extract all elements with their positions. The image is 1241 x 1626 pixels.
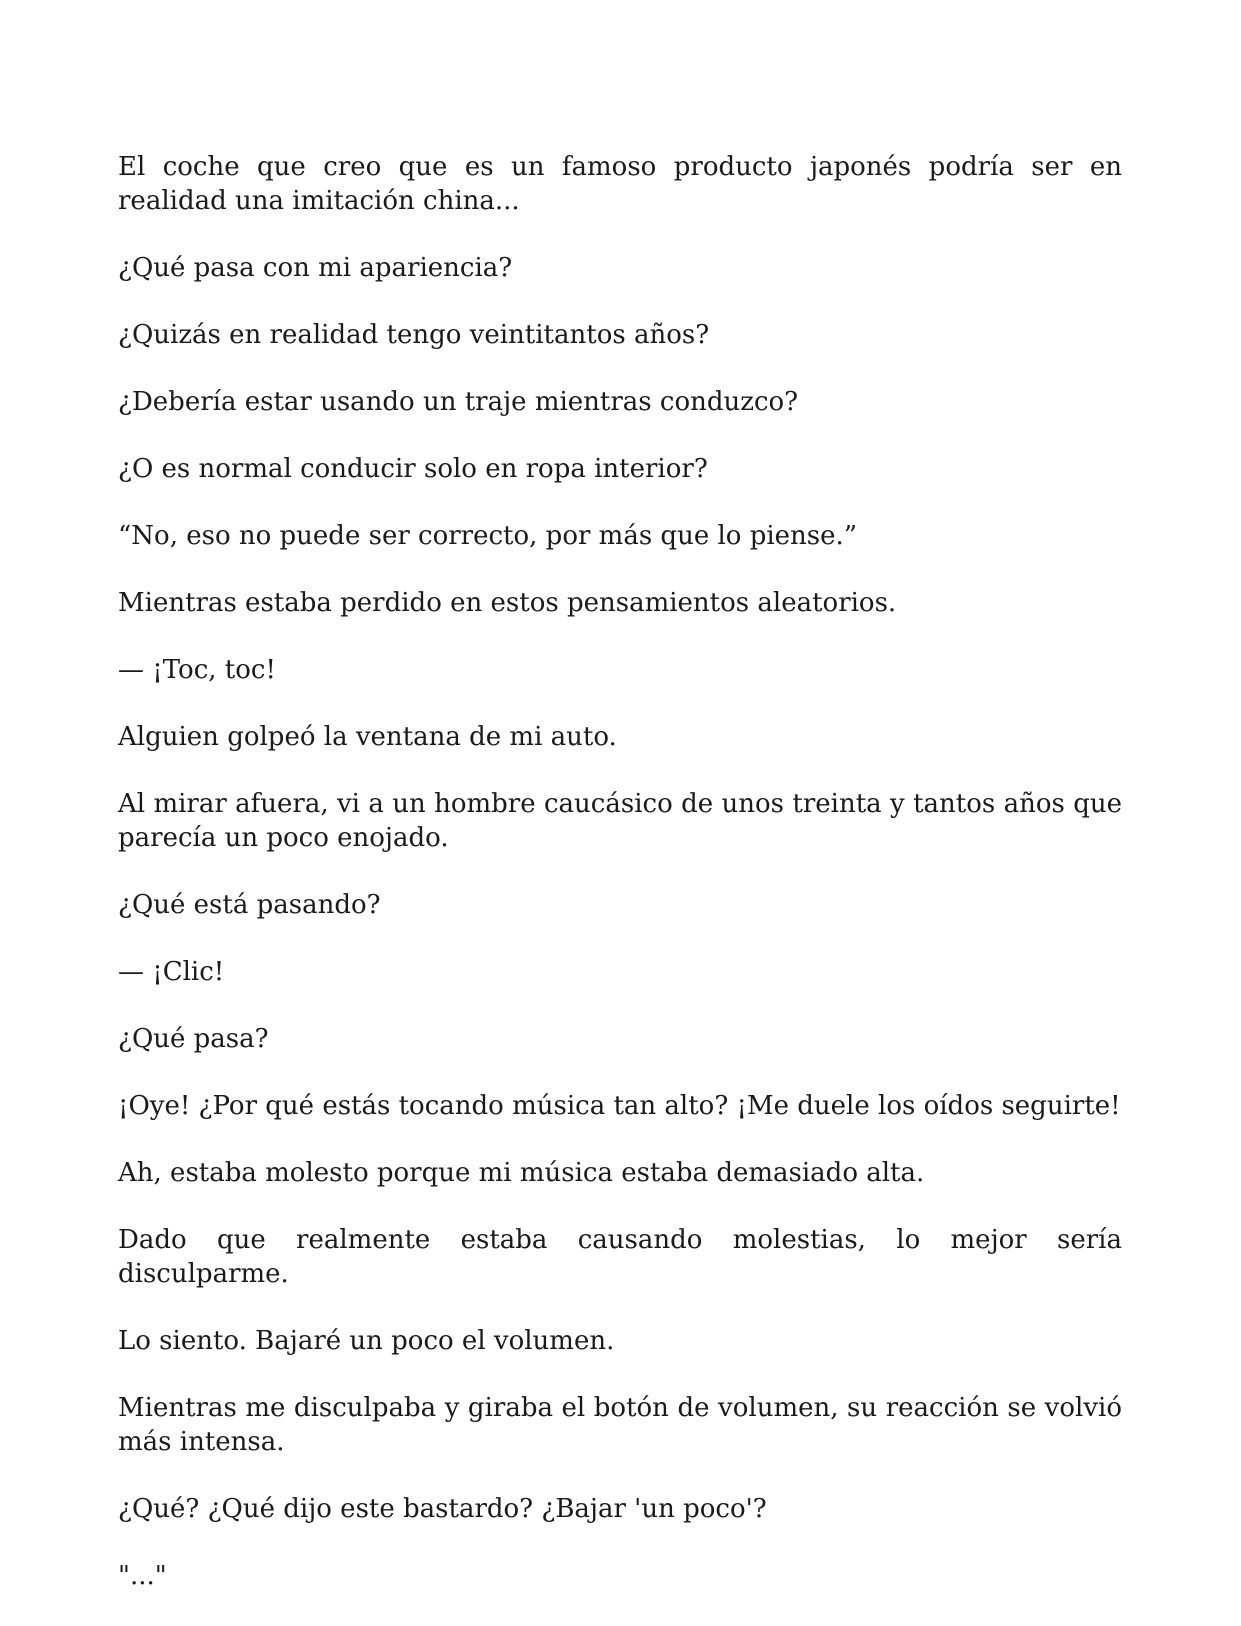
paragraph: ¿O es normal conducir solo en ropa interior? — [118, 454, 708, 484]
paragraph: — ¡Clic! — [118, 957, 225, 987]
paragraph: Mientras me disculpaba y giraba el botón de volumen, su reacción se volvió más intensa. — [118, 1393, 1122, 1457]
paragraph: ¿Qué? ¿Qué dijo este bastardo? ¿Bajar 'un poco'? — [118, 1494, 767, 1524]
paragraph: Ah, estaba molesto porque mi música estaba demasiado alta. — [118, 1158, 925, 1188]
paragraph: Al mirar afuera, vi a un hombre caucásico de unos treinta y tantos años que parecía un poco enojado. — [118, 789, 1122, 853]
paragraph: Mientras estaba perdido en estos pensamientos aleatorios. — [118, 588, 897, 618]
paragraph: ¿Qué pasa con mi apariencia? — [118, 253, 513, 283]
paragraph: ¿Qué pasa? — [118, 1024, 269, 1054]
paragraph: “No, eso no puede ser correcto, por más que lo piense.” — [118, 521, 858, 551]
paragraph: ¿Qué está pasando? — [118, 890, 381, 920]
paragraph: ¡Oye! ¿Por qué estás tocando música tan alto? ¡Me duele los oídos seguirte! — [118, 1091, 1121, 1121]
paragraph: — ¡Toc, toc! — [118, 655, 276, 685]
paragraph: Dado que realmente estaba causando molestias, lo mejor sería disculparme. — [118, 1225, 1122, 1289]
paragraph: Alguien golpeó la ventana de mi auto. — [118, 722, 617, 752]
paragraph: ¿Quizás en realidad tengo veintitantos años? — [118, 320, 710, 350]
paragraph: Lo siento. Bajaré un poco el volumen. — [118, 1326, 615, 1356]
document-body — [118, 150, 1122, 1626]
paragraph: ¿Debería estar usando un traje mientras conduzco? — [118, 387, 799, 417]
paragraph: El coche que creo que es un famoso producto japonés podría ser en realidad una imitación china... — [118, 152, 1122, 216]
paragraph: "..." — [118, 1561, 167, 1591]
